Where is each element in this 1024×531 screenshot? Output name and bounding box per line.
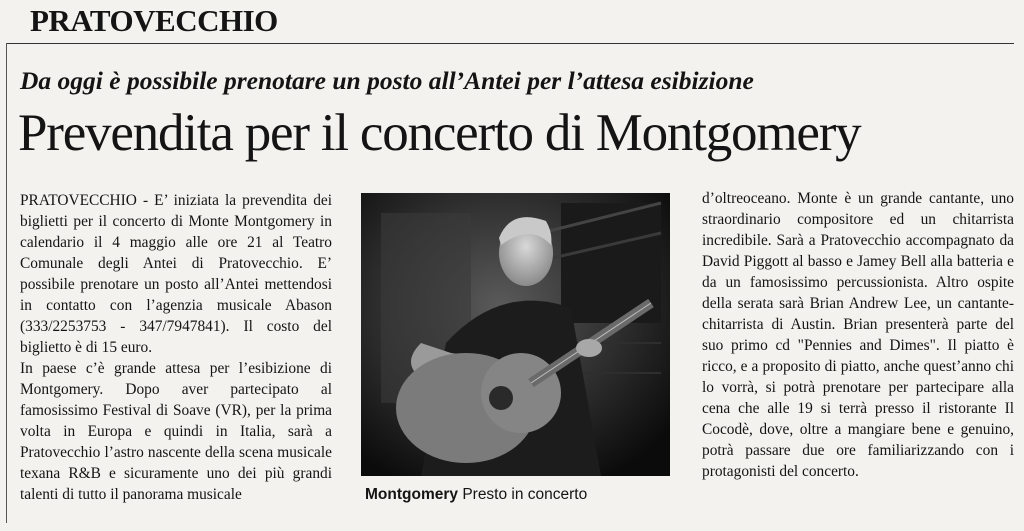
concert-photo: [361, 193, 670, 476]
headline: Prevendita per il concerto di Montgomery: [18, 104, 861, 162]
paragraph: In paese c’è grande attesa per l’esibizione di Montgomery. Dopo aver partecipato al famosissimo Festival di Soave (VR), per la prima volta in Europa e quindi in Italia, sarà a Pratovecchio l’astro nascente della scena musicale texana R&B e sicuramente uno dei più grandi talenti di tutto il panorama musicale: [20, 360, 332, 503]
kicker: Da oggi è possibile prenotare un posto all’Antei per l’attesa esibizione: [20, 66, 754, 95]
photo-caption: [365, 485, 675, 505]
caption-text: Presto in concerto: [462, 486, 588, 503]
top-rule: [6, 43, 1014, 44]
paragraph: PRATOVECCHIO - E’ iniziata la prevendita dei biglietti per il concerto di Monte Montgomery in calendario il 4 maggio alle ore 21 al Teatro Comunale degli Antei di Pratovecchio. E’ possibile prenotare un posto all’Antei mettendosi in contatto con l’agenzia musicale Abason (333/2253753 - 347/7947841). Il costo del biglietto è di 15 euro.: [20, 192, 332, 356]
article-column-left: [20, 190, 332, 505]
left-rule: [6, 43, 7, 523]
section-title: PRATOVECCHIO: [30, 3, 278, 38]
guitarist-photo-illustration: [361, 193, 670, 476]
paragraph: d’oltreoceano. Monte è un grande cantante, uno straordinario compositore ed un chitarrista incredibile. Sarà a Pratovecchio accompagnato da David Piggott al basso e Jamey Bell alla batteria e da un famosissimo percussionista. Altro ospite della serata sarà Brian Andrew Lee, un cantante-chitarrista di Austin. Brian presenterà parte del suo primo cd "Pennies and Dimes". Il piatto è ricco, e a proposito di piatto, anche quest’anno chi lo vorrà, si potrà prenotare per partecipare alla cena che alle 19 si terrà presso il ristorante Il Cocodè, dove, oltre a mangiare bene e genuino, potrà passare due ore familiarizzando con i protagonisti del concerto.: [702, 190, 1014, 480]
article-column-right: [702, 188, 1014, 482]
caption-name: Montgomery: [365, 486, 458, 503]
